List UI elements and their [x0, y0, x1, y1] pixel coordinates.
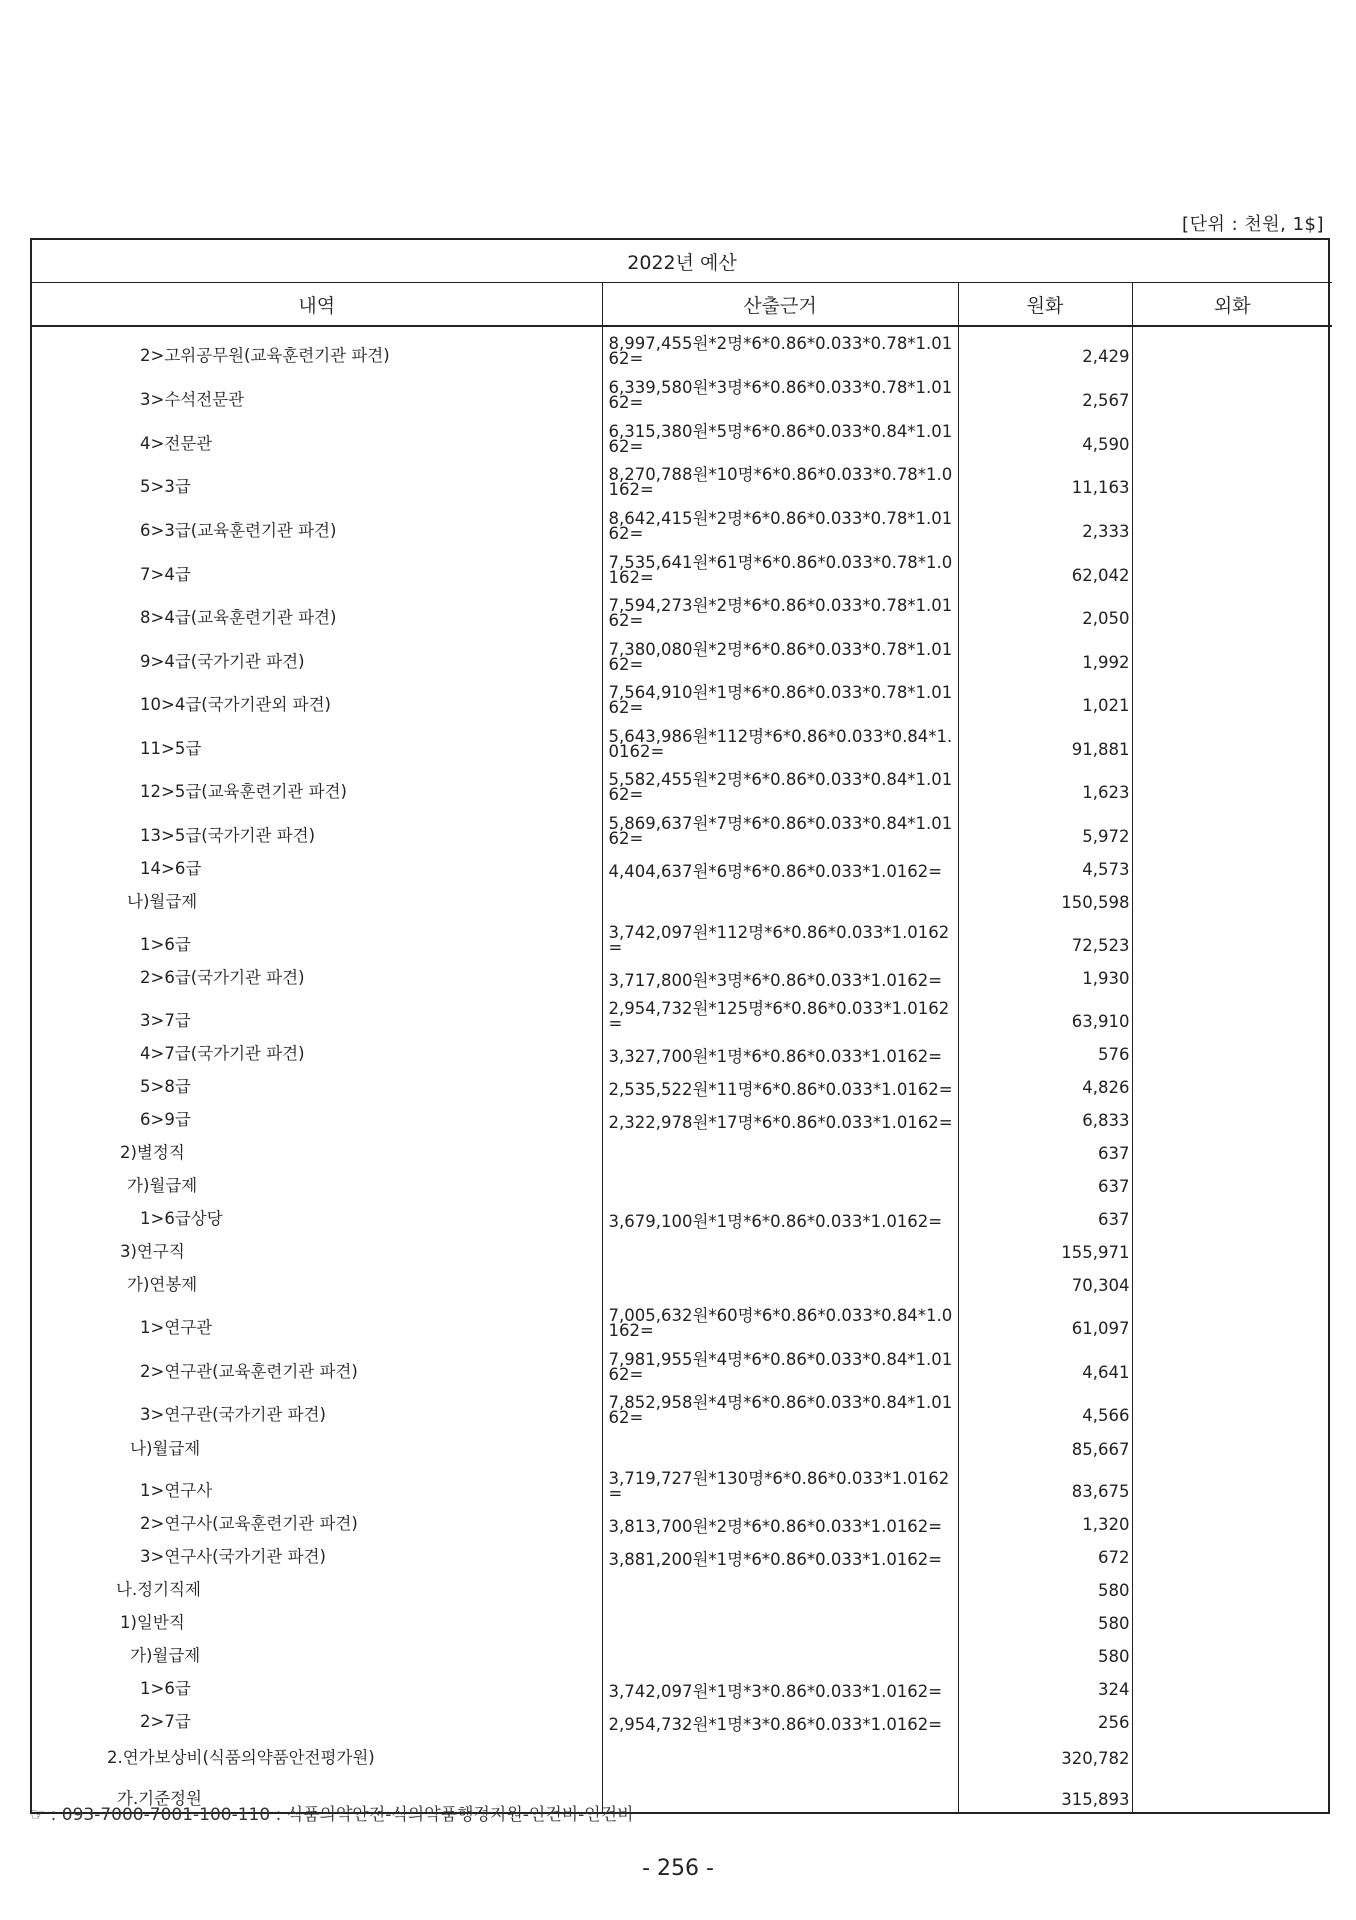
row-fx-amount [1132, 369, 1332, 413]
row-fx-amount [1132, 958, 1332, 991]
row-krw-amount: 61,097 [958, 1298, 1132, 1341]
row-item-label: 2>연구관(교육훈련기관 파견) [140, 1362, 358, 1381]
row-item-label: 6>3급(교육훈련기관 파견) [140, 521, 337, 540]
row-item-label: 1>6급 [140, 1679, 191, 1698]
row-calculation-basis: 3,679,100원*1명*6*0.86*0.033*1.0162= [602, 1199, 958, 1232]
row-item-label: 2)별정직 [120, 1143, 185, 1162]
row-krw-amount: 2,567 [958, 369, 1132, 413]
table-row [32, 1385, 1332, 1428]
row-fx-amount [1132, 849, 1332, 882]
row-krw-amount: 91,881 [958, 718, 1132, 762]
row-calculation-basis [602, 1428, 958, 1462]
row-calculation-basis: 5,643,986원*112명*6*0.86*0.033*0.84*1.0162= [602, 718, 958, 762]
row-item-label: 8>4급(교육훈련기관 파견) [140, 608, 337, 627]
row-calculation-basis: 5,582,455원*2명*6*0.86*0.033*0.84*1.0162= [602, 762, 958, 805]
column-header-item: 내역 [32, 283, 602, 327]
row-calculation-basis: 3,813,700원*2명*6*0.86*0.033*1.0162= [602, 1504, 958, 1537]
column-header-krw: 원화 [958, 283, 1132, 327]
row-calculation-basis [602, 1166, 958, 1199]
row-item-label: 6>9급 [140, 1110, 191, 1129]
row-fx-amount [1132, 413, 1332, 457]
row-fx-amount [1132, 1504, 1332, 1537]
row-calculation-basis [602, 1636, 958, 1669]
row-krw-amount: 6,833 [958, 1100, 1132, 1133]
row-calculation-basis [602, 1603, 958, 1636]
table-row [32, 958, 1332, 991]
row-calculation-basis: 7,852,958원*4명*6*0.86*0.033*0.84*1.0162= [602, 1385, 958, 1428]
row-item-label: 가)월급제 [130, 1646, 201, 1665]
row-krw-amount: 150,598 [958, 882, 1132, 915]
row-item-label: 3>연구관(국가기관 파견) [140, 1405, 326, 1424]
row-fx-amount [1132, 631, 1332, 675]
row-item-label: 11>5급 [140, 739, 202, 758]
row-krw-amount: 1,992 [958, 631, 1132, 675]
table-row [32, 1298, 1332, 1341]
table-row [32, 500, 1332, 544]
row-fx-amount [1132, 1537, 1332, 1570]
table-row [32, 457, 1332, 500]
table-row [32, 1669, 1332, 1702]
table-row [32, 369, 1332, 413]
row-krw-amount: 85,667 [958, 1428, 1132, 1462]
row-krw-amount: 1,930 [958, 958, 1132, 991]
page-number: - 256 - [642, 1856, 714, 1881]
row-item-label: 나.정기직제 [116, 1580, 201, 1599]
row-fx-amount [1132, 588, 1332, 631]
row-krw-amount: 580 [958, 1570, 1132, 1603]
row-calculation-basis: 6,315,380원*5명*6*0.86*0.033*0.84*1.0162= [602, 413, 958, 457]
row-fx-amount [1132, 1428, 1332, 1462]
row-item-label: 12>5급(교육훈련기관 파견) [140, 782, 347, 801]
row-krw-amount: 4,573 [958, 849, 1132, 882]
row-fx-amount [1132, 1298, 1332, 1341]
row-calculation-basis [602, 882, 958, 915]
row-item-label: 1>연구사 [140, 1481, 213, 1500]
row-krw-amount: 637 [958, 1133, 1132, 1166]
table-row [32, 849, 1332, 882]
table-row [32, 762, 1332, 805]
table-row [32, 1428, 1332, 1462]
year-header: 2022년 예산 [32, 240, 1332, 283]
row-fx-amount [1132, 1265, 1332, 1298]
row-item-label: 3)연구직 [120, 1242, 185, 1261]
row-fx-amount [1132, 1735, 1332, 1771]
row-item-label: 2.연가보상비(식품의약품안전평가원) [107, 1748, 375, 1767]
table-row [32, 1067, 1332, 1100]
row-krw-amount: 155,971 [958, 1232, 1132, 1265]
row-item-label: 3>7급 [140, 1011, 191, 1030]
row-fx-amount [1132, 1636, 1332, 1669]
row-item-label: 2>6급(국가기관 파견) [140, 968, 305, 987]
row-calculation-basis: 2,954,732원*125명*6*0.86*0.033*1.0162= [602, 991, 958, 1034]
row-calculation-basis: 7,594,273원*2명*6*0.86*0.033*0.78*1.0162= [602, 588, 958, 631]
row-krw-amount: 256 [958, 1702, 1132, 1735]
row-calculation-basis: 5,869,637원*7명*6*0.86*0.033*0.84*1.0162= [602, 805, 958, 849]
row-item-label: 1)일반직 [120, 1613, 185, 1632]
row-krw-amount: 580 [958, 1636, 1132, 1669]
row-item-label: 나)월급제 [130, 1439, 201, 1458]
row-krw-amount: 70,304 [958, 1265, 1132, 1298]
row-krw-amount: 2,050 [958, 588, 1132, 631]
row-item-label: 2>7급 [140, 1712, 191, 1731]
row-calculation-basis: 8,997,455원*2명*6*0.86*0.033*0.78*1.0162= [602, 326, 958, 369]
column-header-basis: 산출근거 [602, 283, 958, 327]
row-calculation-basis: 3,881,200원*1명*6*0.86*0.033*1.0162= [602, 1537, 958, 1570]
row-krw-amount: 4,641 [958, 1341, 1132, 1385]
row-fx-amount [1132, 1603, 1332, 1636]
row-krw-amount: 580 [958, 1603, 1132, 1636]
row-item-label: 가)연봉제 [127, 1275, 198, 1294]
row-fx-amount [1132, 544, 1332, 588]
row-calculation-basis [602, 1232, 958, 1265]
row-item-label: 7>4급 [140, 565, 191, 584]
row-krw-amount: 5,972 [958, 805, 1132, 849]
row-fx-amount [1132, 1702, 1332, 1735]
row-item-label: 가)월급제 [127, 1176, 198, 1195]
row-calculation-basis: 7,005,632원*60명*6*0.86*0.033*0.84*1.0162= [602, 1298, 958, 1341]
row-fx-amount [1132, 1067, 1332, 1100]
row-krw-amount: 63,910 [958, 991, 1132, 1034]
row-krw-amount: 1,320 [958, 1504, 1132, 1537]
row-krw-amount: 2,333 [958, 500, 1132, 544]
row-fx-amount [1132, 1669, 1332, 1702]
row-fx-amount [1132, 915, 1332, 958]
row-krw-amount: 1,623 [958, 762, 1132, 805]
row-calculation-basis: 2,535,522원*11명*6*0.86*0.033*1.0162= [602, 1067, 958, 1100]
row-calculation-basis: 7,535,641원*61명*6*0.86*0.033*0.78*1.0162= [602, 544, 958, 588]
row-fx-amount [1132, 1199, 1332, 1232]
table-row [32, 1570, 1332, 1603]
row-item-label: 10>4급(국가기관외 파견) [140, 695, 331, 714]
table-row [32, 1100, 1332, 1133]
row-item-label: 5>3급 [140, 477, 191, 496]
row-krw-amount: 4,566 [958, 1385, 1132, 1428]
row-fx-amount [1132, 326, 1332, 369]
row-calculation-basis: 8,270,788원*10명*6*0.86*0.033*0.78*1.0162= [602, 457, 958, 500]
unit-note: [단위 : 천원, 1$] [1182, 214, 1324, 235]
row-fx-amount [1132, 805, 1332, 849]
row-item-label: 1>연구관 [140, 1318, 213, 1337]
row-krw-amount: 4,590 [958, 413, 1132, 457]
table-row [32, 631, 1332, 675]
table-row [32, 1702, 1332, 1735]
table-row [32, 1537, 1332, 1570]
row-fx-amount [1132, 991, 1332, 1034]
row-item-label: 1>6급 [140, 935, 191, 954]
table-row [32, 991, 1332, 1034]
row-fx-amount [1132, 1771, 1332, 1812]
row-item-label: 3>연구사(국가기관 파견) [140, 1547, 326, 1566]
row-calculation-basis: 7,564,910원*1명*6*0.86*0.033*0.78*1.0162= [602, 675, 958, 718]
row-fx-amount [1132, 1166, 1332, 1199]
table-row [32, 718, 1332, 762]
row-krw-amount: 315,893 [958, 1771, 1132, 1812]
table-row [32, 1199, 1332, 1232]
table-row [32, 1462, 1332, 1504]
row-fx-amount [1132, 1133, 1332, 1166]
row-calculation-basis [602, 1133, 958, 1166]
row-calculation-basis [602, 1265, 958, 1298]
row-fx-amount [1132, 762, 1332, 805]
row-fx-amount [1132, 1385, 1332, 1428]
table-row [32, 1341, 1332, 1385]
row-krw-amount: 637 [958, 1199, 1132, 1232]
budget-table [30, 238, 1330, 1814]
table-row [32, 1735, 1332, 1771]
table-row [32, 588, 1332, 631]
row-item-label: 2>고위공무원(교육훈련기관 파견) [140, 346, 390, 365]
row-item-label: 2>연구사(교육훈련기관 파견) [140, 1514, 358, 1533]
row-calculation-basis: 2,954,732원*1명*3*0.86*0.033*1.0162= [602, 1702, 958, 1735]
row-fx-amount [1132, 675, 1332, 718]
row-krw-amount: 4,826 [958, 1067, 1132, 1100]
row-krw-amount: 576 [958, 1034, 1132, 1067]
row-item-label: 5>8급 [140, 1077, 191, 1096]
row-item-label: 3>수석전문관 [140, 390, 245, 409]
table-row [32, 1636, 1332, 1669]
row-calculation-basis: 3,717,800원*3명*6*0.86*0.033*1.0162= [602, 958, 958, 991]
row-item-label: 4>7급(국가기관 파견) [140, 1044, 305, 1063]
row-calculation-basis: 7,981,955원*4명*6*0.86*0.033*0.84*1.0162= [602, 1341, 958, 1385]
row-fx-amount [1132, 457, 1332, 500]
row-krw-amount: 62,042 [958, 544, 1132, 588]
row-calculation-basis: 7,380,080원*2명*6*0.86*0.033*0.78*1.0162= [602, 631, 958, 675]
table-row [32, 882, 1332, 915]
table-row [32, 1504, 1332, 1537]
row-calculation-basis: 3,742,097원*112명*6*0.86*0.033*1.0162= [602, 915, 958, 958]
row-calculation-basis [602, 1735, 958, 1771]
row-calculation-basis: 3,742,097원*1명*3*0.86*0.033*1.0162= [602, 1669, 958, 1702]
row-fx-amount [1132, 1034, 1332, 1067]
row-item-label: 9>4급(국가기관 파견) [140, 652, 305, 671]
row-fx-amount [1132, 718, 1332, 762]
row-krw-amount: 72,523 [958, 915, 1132, 958]
row-item-label: 14>6급 [140, 859, 202, 878]
table-body [32, 326, 1332, 1812]
row-fx-amount [1132, 1341, 1332, 1385]
row-item-label: 가.기준정원 [117, 1789, 202, 1808]
row-fx-amount [1132, 500, 1332, 544]
row-krw-amount: 672 [958, 1537, 1132, 1570]
row-calculation-basis: 4,404,637원*6명*6*0.86*0.033*1.0162= [602, 849, 958, 882]
table-row [32, 675, 1332, 718]
row-item-label: 1>6급상당 [140, 1209, 223, 1228]
row-item-label: 13>5급(국가기관 파견) [140, 826, 316, 845]
row-krw-amount: 11,163 [958, 457, 1132, 500]
row-fx-amount [1132, 1232, 1332, 1265]
table-row [32, 1133, 1332, 1166]
row-item-label: 나)월급제 [127, 892, 198, 911]
row-krw-amount: 324 [958, 1669, 1132, 1702]
table-row [32, 805, 1332, 849]
column-header-fx: 외화 [1132, 283, 1332, 327]
row-fx-amount [1132, 1462, 1332, 1504]
table-row [32, 915, 1332, 958]
row-krw-amount: 637 [958, 1166, 1132, 1199]
row-calculation-basis: 3,719,727원*130명*6*0.86*0.033*1.0162= [602, 1462, 958, 1504]
row-krw-amount: 320,782 [958, 1735, 1132, 1771]
table-row [32, 1603, 1332, 1636]
row-krw-amount: 83,675 [958, 1462, 1132, 1504]
table-row [32, 1232, 1332, 1265]
row-calculation-basis: 3,327,700원*1명*6*0.86*0.033*1.0162= [602, 1034, 958, 1067]
footnote: ☞ : 093-7000-7001-100-110 : 식품의약안전-식의약품행정지원-인건비-인건비 [30, 1805, 634, 1825]
table-row [32, 1166, 1332, 1199]
row-calculation-basis: 2,322,978원*17명*6*0.86*0.033*1.0162= [602, 1100, 958, 1133]
row-calculation-basis: 6,339,580원*3명*6*0.86*0.033*0.78*1.0162= [602, 369, 958, 413]
row-fx-amount [1132, 1570, 1332, 1603]
row-calculation-basis: 8,642,415원*2명*6*0.86*0.033*0.78*1.0162= [602, 500, 958, 544]
row-krw-amount: 2,429 [958, 326, 1132, 369]
row-fx-amount [1132, 882, 1332, 915]
row-krw-amount: 1,021 [958, 675, 1132, 718]
row-calculation-basis [602, 1771, 958, 1812]
table-row [32, 1034, 1332, 1067]
table-row [32, 413, 1332, 457]
row-fx-amount [1132, 1100, 1332, 1133]
table-row [32, 544, 1332, 588]
table-row [32, 1265, 1332, 1298]
table-row [32, 326, 1332, 369]
row-calculation-basis [602, 1570, 958, 1603]
row-item-label: 4>전문관 [140, 434, 213, 453]
